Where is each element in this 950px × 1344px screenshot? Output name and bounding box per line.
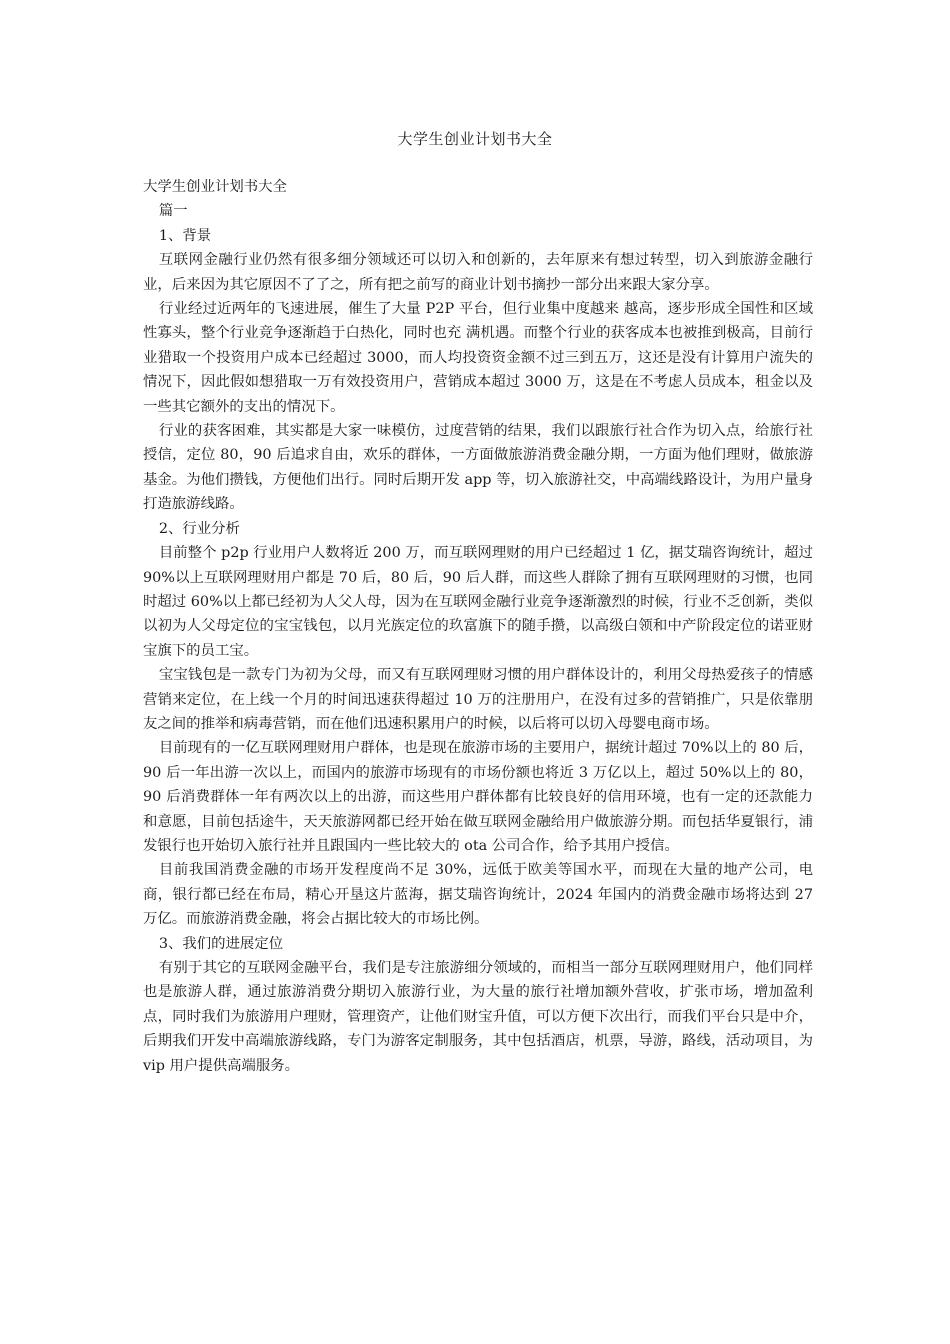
section-heading-positioning: 3、我们的进展定位 <box>158 935 284 952</box>
paragraph: 目前现有的一亿互联网理财用户群体，也是现在旅游市场的主要用户，据统计超过 70%以上的 80 后，90 后一年出游一次以上，而国内的旅游市场现有的市场份额也将近 3 万亿以上，超过 50%以上的 80，90 后消费群体一年有两次以上的出游，而这些用户群体都有比较良好的信用环境，也有一定的还款能力和意愿，目前包括途牛，天天旅游网都已经开始在做互联网金融给用户做旅游分期。而包括华夏银行，浦发银行也开始切入旅行社并且跟国内一些比较大的 ota 公司合作，给予其用户授信。 <box>143 740 813 854</box>
paragraph: 互联网金融行业仍然有很多细分领域还可以切入和创新的，去年原来有想过转型，切入到旅游金融行业，后来因为其它原因不了了之，所有把之前写的商业计划书摘抄一部分出来跟大家分享。 <box>143 252 813 293</box>
paragraph: 目前我国消费金融的市场开发程度尚不足 30%，远低于欧美等国水平，而现在大量的地产公司，电商，银行都已经在布局，精心开垦这片蓝海，据艾瑞咨询统计，2024 年国内的消费金融市场将达到 27 万亿。而旅游消费金融，将会占据比较大的市场比例。 <box>143 862 813 928</box>
document-subtitle: 大学生创业计划书大全 <box>143 179 287 195</box>
part-label: 篇一 <box>158 203 188 220</box>
paragraph: 目前整个 p2p 行业用户人数将近 200 万，而互联网理财的用户已经超过 1 亿，据艾瑞咨询统计，超过 90%以上互联网理财用户都是 70 后，80 后，90 后人群，而这些人群除了拥有互联网理财的习惯，也同时超过 60%以上都已经初为人父人母，因为在互联网金融行业竞争逐渐激烈的时候，行业不乏创新，类似以初为人父母定位的宝宝钱包，以月光族定位的玖富旗下的随手攒，以高级白领和中产阶段定位的诺亚财宝旗下的员工宝。 <box>143 545 813 659</box>
document-body <box>143 175 813 1078</box>
paragraph: 行业经过近两年的飞速进展，催生了大量 P2P 平台，但行业集中度越来 越高，逐步形成全国性和区域性寡头，整个行业竞争逐渐趋于白热化，同时也充 满机遇。而整个行业的获客成本也被推到极高，目前行业猎取一个投资用户成本已经超过 3000，而人均投资资金额不过三到五万，这还是没有计算用户流失的情况下，因此假如想猎取一万有效投资用户，营销成本超过 3000 万，这是在不考虑人员成本，租金以及一些其它额外的支出的情况下。 <box>143 301 813 415</box>
document-title: 大学生创业计划书大全 <box>397 130 553 148</box>
paragraph: 有别于其它的互联网金融平台，我们是专注旅游细分领域的，而相当一部分互联网理财用户，他们同样也是旅游人群，通过旅游消费分期切入旅游行业，为大量的旅行社增加额外营收，扩张市场，增加盈利点，同时我们为旅游用户理财，管理资产，让他们财宝升值，可以方便下次出行，而我们平台只是中介，后期我们开发中高端旅游线路，专门为游客定制服务，其中包括酒店，机票，导游，路线，活动项目，为 vip 用户提供高端服务。 <box>143 960 813 1074</box>
paragraph: 行业的获客困难，其实都是大家一味模仿，过度营销的结果，我们以跟旅行社合作为切入点，给旅行社授信，定位 80，90 后追求自由，欢乐的群体，一方面做旅游消费金融分期，一方面为他们理财，做旅游基金。为他们攒钱，方便他们出行。同时后期开发 app 等，切入旅游社交，中高端线路设计，为用户量身打造旅游线路。 <box>143 423 813 513</box>
section-heading-industry-analysis: 2、行业分析 <box>158 520 240 537</box>
section-heading-background: 1、背景 <box>158 227 212 244</box>
paragraph: 宝宝钱包是一款专门为初为父母，而又有互联网理财习惯的用户群体设计的，利用父母热爱孩子的情感营销来定位，在上线一个月的时间迅速获得超过 10 万的注册用户，在没有过多的营销推广，只是依靠朋友之间的推举和病毒营销，而在他们迅速积累用户的时候，以后将可以切入母婴电商市场。 <box>143 667 813 732</box>
